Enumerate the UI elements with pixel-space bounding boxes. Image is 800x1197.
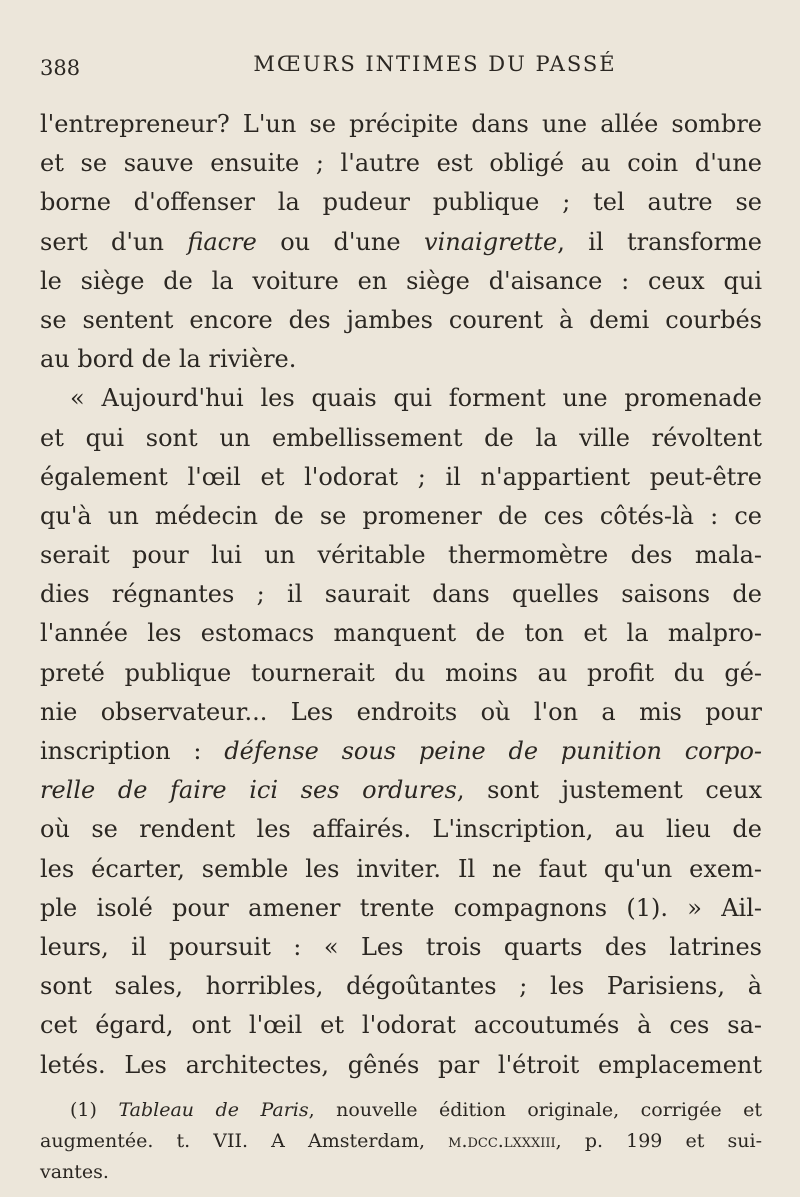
page-number: 388	[40, 56, 81, 80]
running-title: MŒURS INTIMES DU PASSÉ	[253, 52, 617, 76]
italic-inscription: relle de faire ici ses ordures	[40, 776, 457, 805]
footnote-line	[40, 1095, 762, 1126]
text-line: preté publique tournerait du moins au profit du gé-	[40, 658, 762, 687]
text-line: les écarter, semble les inviter. Il ne faut qu'un exem-	[40, 854, 762, 883]
text-line: nie observateur... Les endroits où l'on a mis pour	[40, 697, 762, 726]
footnote-line: vantes.	[40, 1161, 109, 1183]
text-line: l'entrepreneur? L'un se précipite dans une allée sombre	[40, 110, 762, 138]
text-line: serait pour lui un véritable thermomètre des mala-	[40, 541, 762, 570]
text-line: sont sales, horribles, dégoûtantes ; les Parisiens, à	[40, 972, 762, 1001]
text-run: inscription :	[40, 737, 225, 765]
text-line	[40, 223, 762, 262]
footnote-line	[40, 1126, 762, 1157]
text-run: sert d'un	[40, 227, 188, 256]
text-line: au bord de la rivière.	[40, 345, 297, 374]
text-line: dies régnantes ; il saurait dans quelles saisons de	[40, 580, 762, 609]
text-run: , nouvelle édition originale, corrigée et	[308, 1099, 763, 1121]
text-line: borne d'offenser la pudeur publique ; tel autre se	[40, 188, 762, 217]
text-run: ou d'une	[256, 227, 425, 256]
text-line: également l'œil et l'odorat ; il n'appartient peut-être	[40, 462, 762, 491]
page-header	[40, 52, 760, 90]
text-line: l'année les estomacs manquent de ton et la malpro-	[40, 619, 762, 648]
footnote-marker: (1)	[70, 1099, 119, 1121]
text-line: et se sauve ensuite ; l'autre est obligé au coin d'une	[40, 149, 762, 178]
text-line: et qui sont un embellissement de la ville révoltent	[40, 423, 762, 452]
italic-inscription: défense sous peine de punition corpo-	[224, 737, 762, 765]
text-line: où se rendent les affairés. L'inscription, au lieu de	[40, 815, 762, 844]
text-line: se sentent encore des jambes courent à demi courbés	[40, 305, 762, 334]
italic-term-vinaigrette: vinaigrette	[424, 227, 558, 256]
footnote-book-title: Tableau de Paris	[118, 1099, 309, 1121]
text-line: cet égard, ont l'œil et l'odorat accoutumés à ces sa-	[40, 1011, 762, 1040]
text-line: ple isolé pour amener trente compagnons (1). » Ail-	[40, 893, 762, 922]
text-run: , il transforme	[557, 227, 763, 256]
text-line	[40, 771, 762, 810]
text-line: « Aujourd'hui les quais qui forment une promenade	[70, 384, 762, 413]
text-run: , p. 199 et sui-	[555, 1130, 762, 1152]
text-line: leurs, il poursuit : « Les trois quarts des latrines	[40, 932, 762, 961]
footnote	[40, 1095, 762, 1188]
body-text	[40, 105, 762, 1085]
text-line: le siège de la voiture en siège d'aisance : ceux qui	[40, 266, 762, 295]
text-run: augmentée. t. VII. A Amsterdam,	[40, 1130, 449, 1152]
text-line: qu'à un médecin de se promener de ces côtés-là : ce	[40, 501, 762, 530]
text-line	[40, 732, 762, 771]
text-line: letés. Les architectes, gênés par l'étroit emplacement	[40, 1050, 762, 1079]
text-run: , sont justement ceux	[456, 776, 762, 805]
italic-term-fiacre: fiacre	[187, 227, 257, 256]
footnote-year: m.dcc.lxxxiii	[448, 1130, 556, 1152]
